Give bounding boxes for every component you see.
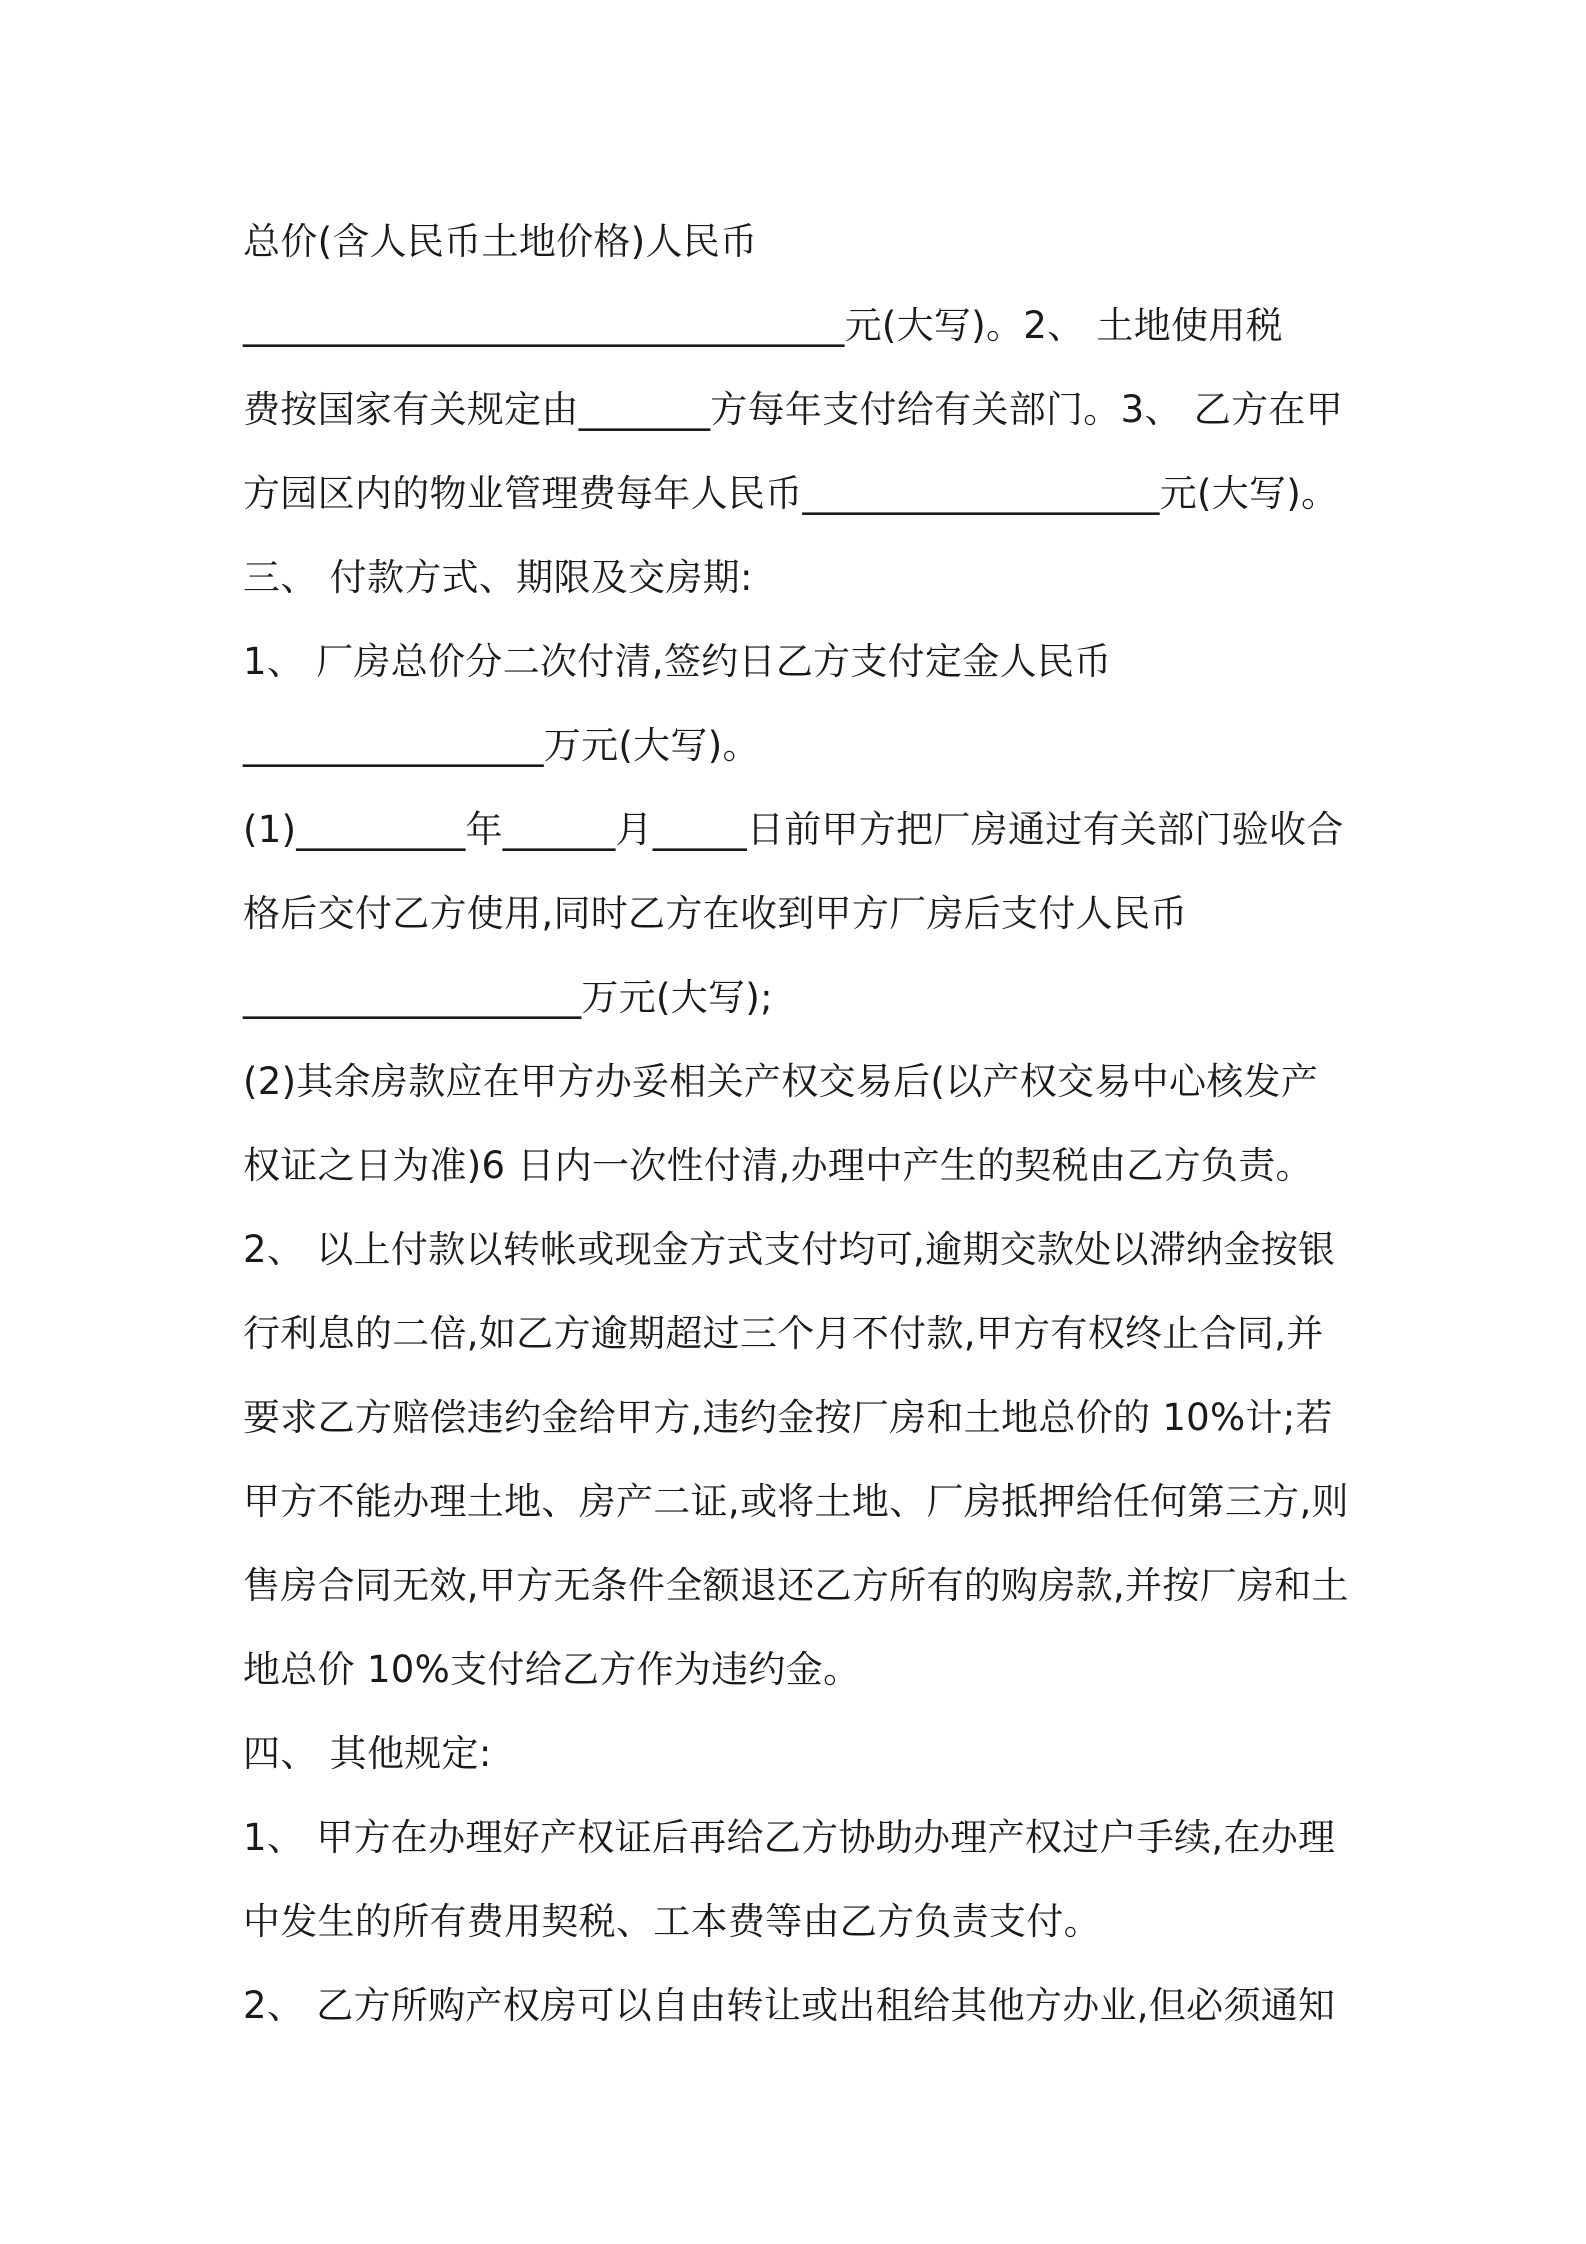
text-line: 甲方不能办理土地、房产二证,或将土地、厂房抵押给任何第三方,则 <box>243 1480 1349 1523</box>
document-body <box>243 200 1373 2048</box>
text-line: 格后交付乙方使用,同时乙方在收到甲方厂房后支付人民币 <box>243 892 1188 935</box>
text-line: __________________万元(大写); <box>243 976 773 1019</box>
text-line: 方园区内的物业管理费每年人民币___________________元(大写)。 <box>243 472 1339 515</box>
text-line: 1、 甲方在办理好产权证后再给乙方协助办理产权过户手续,在办理 <box>243 1816 1336 1859</box>
text-line: 费按国家有关规定由_______方每年支付给有关部门。3、 乙方在甲 <box>243 388 1343 431</box>
section-heading: 四、 其他规定: <box>243 1732 492 1775</box>
text-line: 中发生的所有费用契税、工本费等由乙方负责支付。 <box>243 1900 1101 1943</box>
text-line: 2、 以上付款以转帐或现金方式支付均可,逾期交款处以滞纳金按银 <box>243 1228 1336 1271</box>
text-line: 地总价 10%支付给乙方作为违约金。 <box>243 1648 861 1691</box>
text-line: 2、 乙方所购产权房可以自由转让或出租给其他方办业,但必须通知 <box>243 1984 1336 2027</box>
text-line: 行利息的二倍,如乙方逾期超过三个月不付款,甲方有权终止合同,并 <box>243 1312 1324 1355</box>
text-line: (2)其余房款应在甲方办妥相关产权交易后(以产权交易中心核发产 <box>243 1060 1319 1103</box>
text-line: 总价(含人民币土地价格)人民币 <box>243 220 758 263</box>
text-line: 权证之日为准)6 日内一次性付清,办理中产生的契税由乙方负责。 <box>243 1144 1313 1187</box>
section-heading: 三、 付款方式、期限及交房期: <box>243 556 753 599</box>
text-line: 要求乙方赔偿违约金给甲方,违约金按厂房和土地总价的 10%计;若 <box>243 1396 1333 1439</box>
text-line: ________________万元(大写)。 <box>243 724 760 767</box>
text-line: ________________________________元(大写)。2、 土地使用税 <box>243 304 1283 347</box>
text-line: 1、 厂房总价分二次付清,签约日乙方支付定金人民币 <box>243 640 1112 683</box>
text-line: 售房合同无效,甲方无条件全额退还乙方所有的购房款,并按厂房和土 <box>243 1564 1349 1607</box>
text-line: (1)_________年______月_____日前甲方把厂房通过有关部门验收合 <box>243 808 1344 851</box>
